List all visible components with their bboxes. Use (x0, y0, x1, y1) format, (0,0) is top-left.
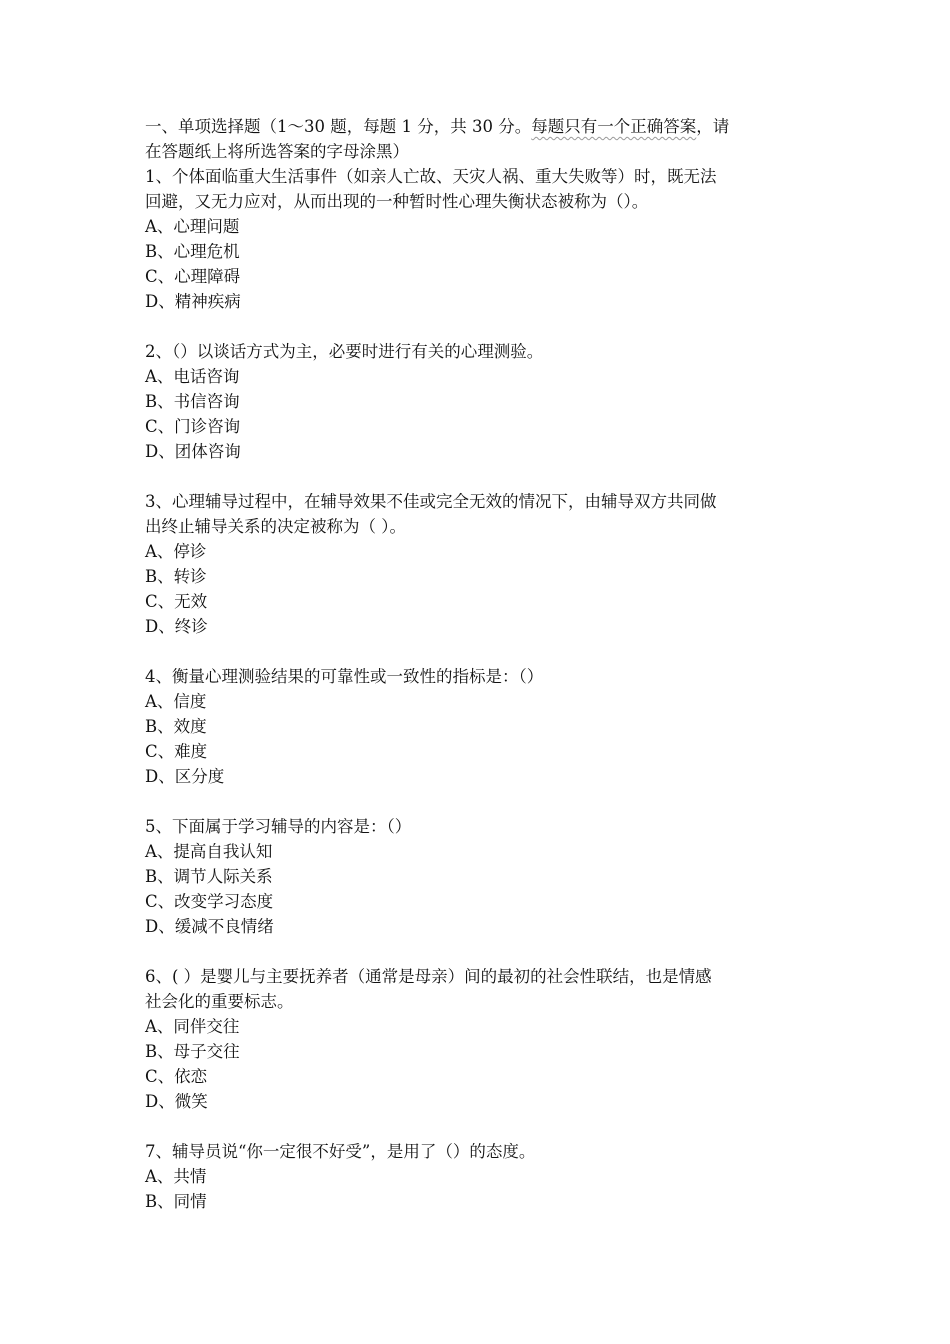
question-7 (145, 1139, 815, 1214)
section-header (145, 114, 815, 164)
option-b: B、母子交往 (145, 1042, 240, 1061)
section-header-text: 一、单项选择题（1～30 题，每题 1 分，共 30 分。 (145, 117, 532, 136)
question-1 (145, 164, 815, 314)
question-4 (145, 664, 815, 789)
option-d: D、缓减不良情绪 (145, 917, 274, 936)
option-a: A、心理问题 (145, 217, 240, 236)
question-stem: 出终止辅导关系的决定被称为（ ）。 (145, 517, 406, 536)
question-stem: 4、衡量心理测验结果的可靠性或一致性的指标是：（） (145, 667, 544, 686)
question-5 (145, 814, 815, 939)
option-c: C、门诊咨询 (145, 417, 241, 436)
option-d: D、区分度 (145, 767, 225, 786)
section-header-marked-text: 每题只有一个正确答案 (531, 117, 697, 136)
option-c: C、无效 (145, 592, 208, 611)
option-b: B、调节人际关系 (145, 867, 273, 886)
exam-content (145, 114, 815, 1214)
option-a: A、信度 (145, 692, 207, 711)
question-stem: 1、个体面临重大生活事件（如亲人亡故、天灾人祸、重大失败等）时，既无法 (145, 167, 717, 186)
option-a: A、提高自我认知 (145, 842, 273, 861)
question-6 (145, 964, 815, 1114)
option-a: A、电话咨询 (145, 367, 240, 386)
question-stem: 7、辅导员说“你一定很不好受”，是用了（）的态度。 (145, 1142, 536, 1161)
option-b: B、转诊 (145, 567, 207, 586)
option-b: B、书信咨询 (145, 392, 240, 411)
option-c: C、难度 (145, 742, 208, 761)
option-c: C、依恋 (145, 1067, 208, 1086)
section-header-text-end: ，请 (696, 117, 730, 136)
option-d: D、终诊 (145, 617, 208, 636)
question-stem: 2、（）以谈话方式为主，必要时进行有关的心理测验。 (145, 342, 544, 361)
question-2 (145, 339, 815, 464)
option-b: B、心理危机 (145, 242, 240, 261)
option-c: C、心理障碍 (145, 267, 241, 286)
option-d: D、微笑 (145, 1092, 208, 1111)
question-stem: 5、下面属于学习辅导的内容是：（） (145, 817, 412, 836)
option-a: A、停诊 (145, 542, 207, 561)
option-d: D、团体咨询 (145, 442, 241, 461)
question-stem: 6、( ）是婴儿与主要抚养者（通常是母亲）间的最初的社会性联结，也是情感 (145, 967, 712, 986)
option-b: B、同情 (145, 1192, 207, 1211)
question-stem: 3、心理辅导过程中，在辅导效果不佳或完全无效的情况下，由辅导双方共同做 (145, 492, 717, 511)
option-b: B、效度 (145, 717, 207, 736)
section-header-line-2: 在答题纸上将所选答案的字母涂黑） (145, 142, 409, 161)
option-c: C、改变学习态度 (145, 892, 274, 911)
question-3 (145, 489, 815, 639)
section-header-line-1 (145, 114, 815, 139)
option-d: D、精神疾病 (145, 292, 241, 311)
question-stem: 回避，又无力应对，从而出现的一种暂时性心理失衡状态被称为（）。 (145, 192, 649, 211)
question-stem: 社会化的重要标志。 (145, 992, 294, 1011)
option-a: A、同伴交往 (145, 1017, 240, 1036)
option-a: A、共情 (145, 1167, 207, 1186)
